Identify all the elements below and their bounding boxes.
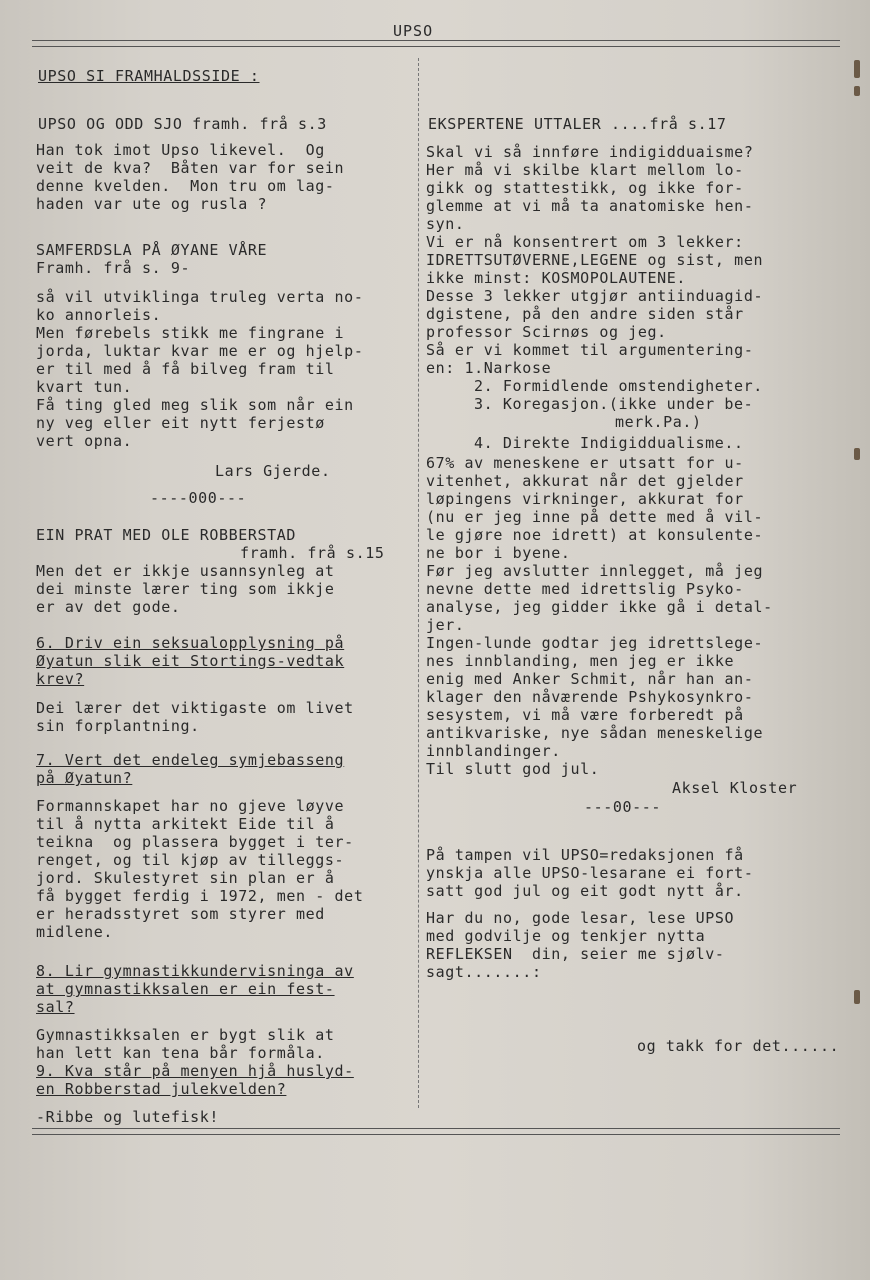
article-heading: UPSO OG ODD SJO framh. frå s.3 [38, 115, 327, 133]
divider-mark: ----000--- [150, 489, 247, 507]
article-heading: SAMFERDSLA PÅ ØYANE VÅRE Framh. frå s. 9- [36, 241, 268, 277]
answer: Formannskapet har no gjeve løyve til å nytta arkitekt Eide til å teikna og plassera bygget i ter- renget, og til kjøp av tilleggs- jord. Skulestyret sin plan er å få bygget ferdig i 1972, men - det er heradsstyret som styrer med midlene. [36, 797, 364, 941]
answer: -Ribbe og lutefisk! [36, 1108, 219, 1126]
answer: Gymnastikksalen er bygt slik at han lett kan tena bår formåla. [36, 1026, 335, 1062]
paragraph: så vil utviklinga truleg verta no- ko annorleis. Men førebels stikk me fingrane i jorda, luktar kvar me er og hjelp- er til med å få bilveg fram til kvart tun. Få ting gled meg slik som når ein ny veg eller eit nytt ferjestø vert opna. [36, 288, 364, 450]
list-items: 2. Formidlende omstendigheter. 3. Koregasjon.(ikke under be- [474, 377, 763, 413]
paragraph: På tampen vil UPSO=redaksjonen få ynskja alle UPSO-lesarane ei fort- satt god jul og eit godt nytt år. [426, 846, 754, 900]
paragraph: 67% av meneskene er utsatt for u- vitenhet, akkurat når det gjelder løpingens virkninger, akkurat for (nu er jeg inne på dette med å vil- le gjøre noe idrett) at konsulente- ne bor i byene. Før jeg avslutter innlegget, må jeg nevne dette med idrettslig Psyko- analyse, jeg gidder ikke gå i detal- jer. Ingen-lunde godtar jeg idrettslege- nes innblanding, men jeg er ikke enig med Anker Schmit, når han an- klager den nåværende Pshykosynkro- sesystem, vi må være forberedt på antikvariske, nye sådan meneskelige innblandinger. Til slutt god jul. [426, 454, 773, 778]
signature: Aksel Kloster [672, 779, 798, 797]
staple-mark [854, 990, 860, 1004]
bottom-rule [32, 1128, 840, 1135]
list-item: 4. Direkte Indigiddualisme.. [474, 434, 744, 452]
closing-line: og takk for det...... [637, 1037, 840, 1055]
question: 6. Driv ein seksualopplysning på Øyatun slik eit Stortings-vedtak krev? [36, 634, 345, 688]
paragraph: Men det er ikkje usannsynleg at dei minste lærer ting som ikkje er av det gode. [36, 562, 335, 616]
paragraph: Han tok imot Upso likevel. Og veit de kva? Båten var for sein denne kvelden. Mon tru om lag- haden var ute og rusla ? [36, 141, 345, 213]
page-title: UPSO [393, 22, 434, 40]
section-heading: UPSO SI FRAMHALDSSIDE : [38, 67, 260, 85]
article-heading: EIN PRAT MED OLE ROBBERSTAD [36, 526, 297, 544]
staple-mark [854, 448, 860, 460]
paragraph: Skal vi så innføre indigidduaisme? Her må vi skilbe klart mellom lo- gikk og stattestikk, og ikke for- glemme at vi må ta anatomiske hen- syn. Vi er nå konsentrert om 3 lekker: IDRETTSUTØVERNE,LEGENE og sist, men ikke minst: KOSMOPOLAUTENE. Desse 3 lekker utgjør antiinduagid- dgistene, på den andre siden står professor Scirnøs og jeg. Så er vi kommet til argumentering- en: 1.Narkose [426, 143, 764, 377]
question: 9. Kva står på menyen hjå huslyd- en Robberstad julekvelden? [36, 1062, 354, 1098]
continuation-note: framh. frå s.15 [240, 544, 385, 562]
list-note: merk.Pa.) [615, 413, 702, 431]
divider-mark: ---00--- [584, 798, 662, 816]
signature: Lars Gjerde. [215, 462, 331, 480]
staple-mark [854, 60, 860, 78]
question: 7. Vert det endeleg symjebasseng på Øyatun? [36, 751, 345, 787]
column-divider [418, 58, 419, 1108]
article-heading: EKSPERTENE UTTALER ....frå s.17 [428, 115, 727, 133]
answer: Dei lærer det viktigaste om livet sin forplantning. [36, 699, 354, 735]
top-rule [32, 40, 840, 47]
staple-mark [854, 86, 860, 96]
question: 8. Lir gymnastikkundervisninga av at gymnastikksalen er ein fest- sal? [36, 962, 354, 1016]
paragraph: Har du no, gode lesar, lese UPSO med godvilje og tenkjer nytta REFLEKSEN din, seier me sjølv- sagt.......: [426, 909, 735, 981]
